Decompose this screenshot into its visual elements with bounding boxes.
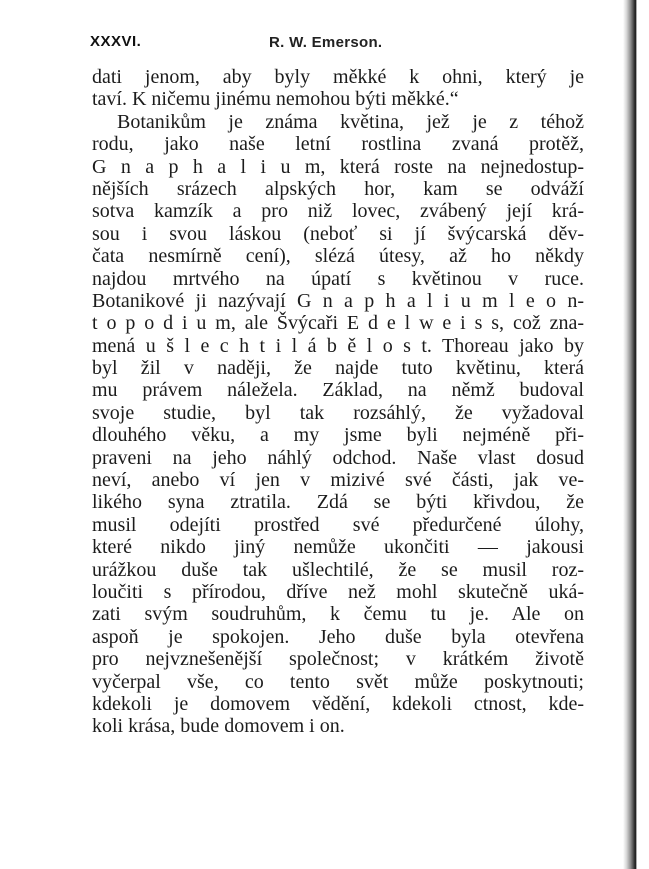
text-line: Botanikové ji nazývají G n a p h a l i u m l e o n- bbox=[92, 289, 584, 312]
text-line: svoje studie, byl tak rozsáhlý, že vyžadoval bbox=[92, 401, 584, 424]
text-line: rodu, jako naše letní rostlina zvaná protěž, bbox=[92, 133, 584, 156]
text-line: nějších srázech alpských hor, kam se odváží bbox=[92, 177, 584, 200]
text-line: dlouhého věku, a my jsme byli nejméně při- bbox=[92, 424, 584, 447]
text-line: mu právem náležela. Základ, na němž budoval bbox=[92, 379, 584, 402]
text-line: loučiti s přírodou, dříve než mohl skutečně uká- bbox=[92, 580, 584, 603]
text-line: koli krása, bude domovem i on. bbox=[92, 715, 345, 738]
text-line: zati svým soudruhům, k čemu tu je. Ale on bbox=[92, 603, 584, 626]
text-line: pro nejvznešenější společnost; v krátkém životě bbox=[92, 648, 584, 671]
text-line: vyčerpal vše, co tento svět může poskytnouti; bbox=[92, 670, 584, 693]
text-line: urážkou duše tak ušlechtilé, že se musil roz- bbox=[92, 558, 584, 581]
text-line: sotva kamzík a pro niž lovec, zvábený její krá- bbox=[92, 200, 584, 223]
text-line: aspoň je spokojen. Jeho duše byla otevřena bbox=[92, 625, 584, 648]
text-line: které nikdo jiný nemůže ukončiti — jakousi bbox=[92, 536, 584, 559]
text-line: mená u š l e c h t i l á b ě l o s t. Thoreau jako by bbox=[92, 334, 584, 357]
text-line: neví, anebo ví jen v mizivé své části, jak ve- bbox=[92, 469, 584, 492]
text-line: kdekoli je domovem vědění, kdekoli ctnost, kde- bbox=[92, 692, 584, 715]
paragraph-start-line: Botanikům je známa květina, jež je z téhož bbox=[117, 110, 584, 133]
text-line: taví. K ničemu jinému nemohou býti měkké.“ bbox=[92, 88, 459, 111]
text-line: byl žil v naději, že najde tuto květinu, která bbox=[92, 357, 584, 380]
body-text bbox=[92, 66, 584, 738]
text-line: sou i svou láskou (neboť si jí švýcarská děv- bbox=[92, 222, 584, 245]
text-line: najdou mrtvého na úpatí s květinou v ruce. bbox=[92, 267, 584, 290]
text-line: dati jenom, aby byly měkké k ohni, který je bbox=[92, 66, 584, 88]
text-line: likého syna ztratila. Zdá se býti křivdou, že bbox=[92, 491, 584, 514]
running-head bbox=[90, 33, 590, 57]
page-number: XXXVI. bbox=[90, 33, 142, 50]
text-line: G n a p h a l i u m, která roste na nejnedostup- bbox=[92, 155, 584, 178]
running-title: R. W. Emerson. bbox=[269, 34, 383, 51]
text-line: t o p o d i u m, ale Švýcaři E d e l w e i s s, což zna- bbox=[92, 312, 584, 335]
text-line: praveni na jeho náhlý odchod. Naše vlast dosud bbox=[92, 446, 584, 469]
text-line: musil odejíti prostřed své předurčené úlohy, bbox=[92, 513, 584, 536]
text-line: čata nesmírně cení), slézá útesy, až ho někdy bbox=[92, 245, 584, 268]
book-spine-shadow bbox=[623, 0, 637, 869]
